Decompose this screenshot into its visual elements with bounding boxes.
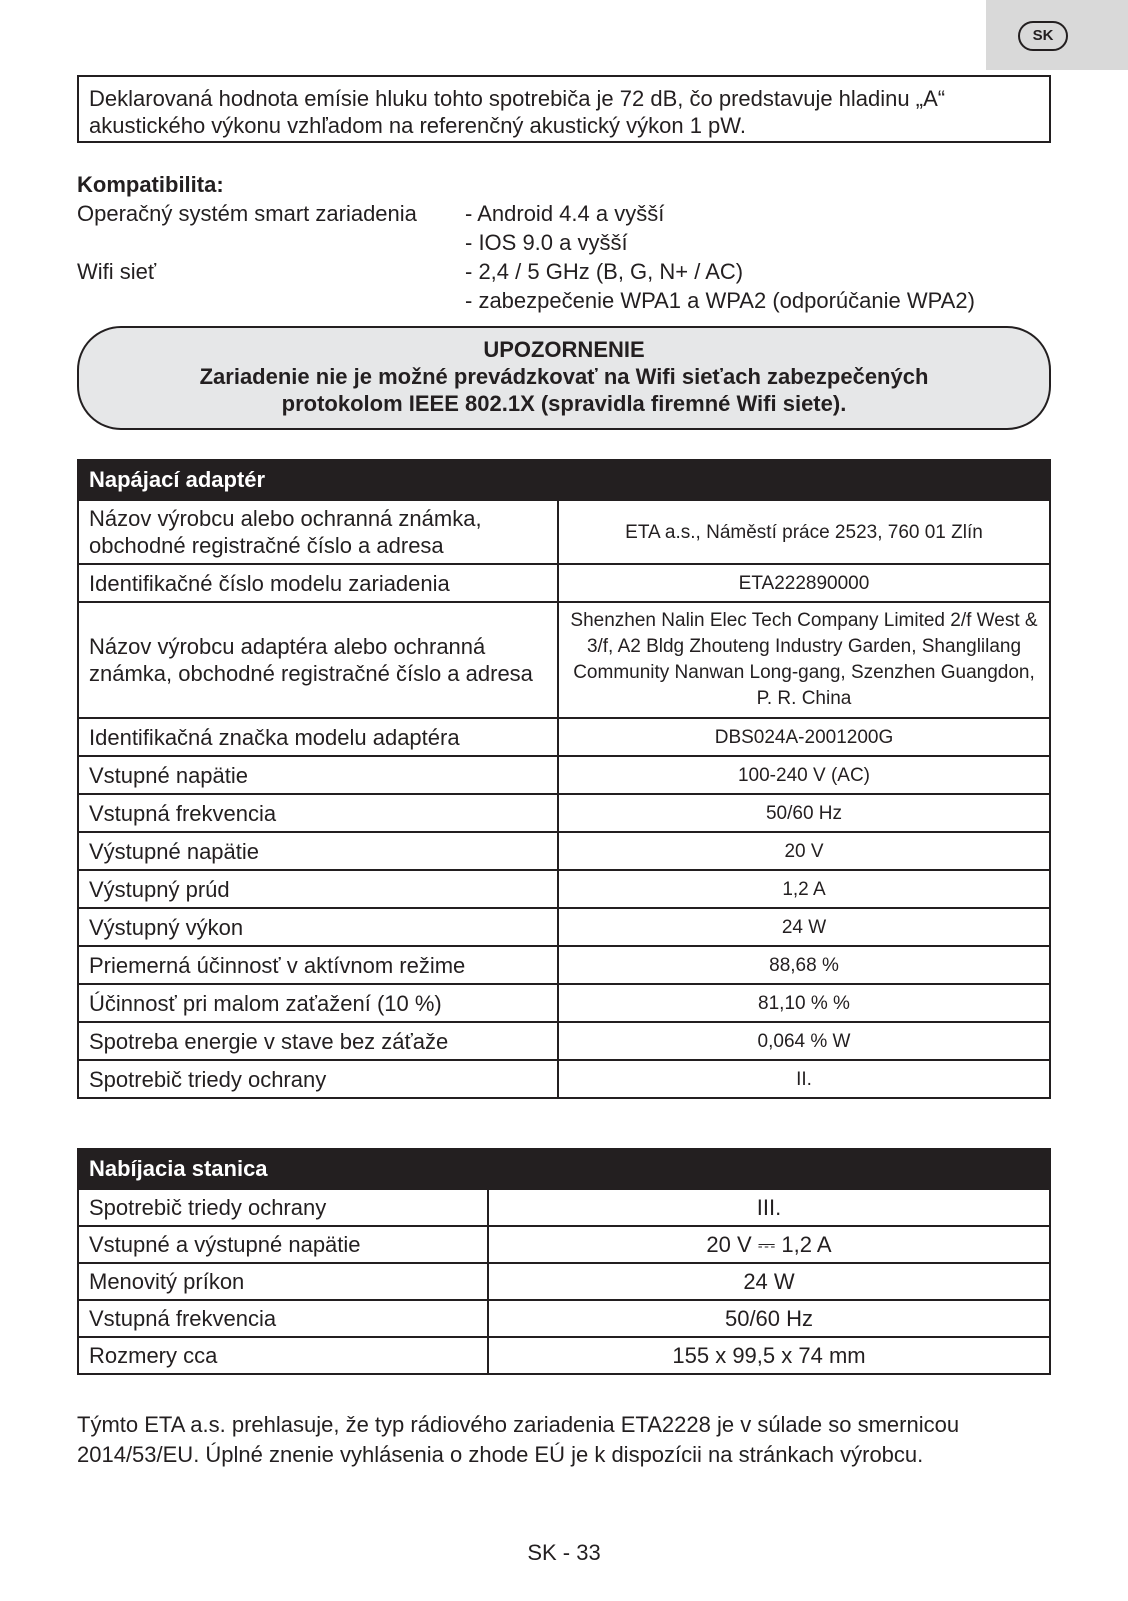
table-header: Nabíjacia stanica: [78, 1149, 1050, 1189]
page-number: SK - 33: [527, 1540, 601, 1565]
compatibility-row: [77, 286, 1057, 315]
warning-title: UPOZORNENIE: [483, 337, 645, 362]
compatibility-value: - zabezpečenie WPA1 a WPA2 (odporúčanie WPA2): [465, 288, 975, 313]
row-value: 88,68 %: [558, 946, 1050, 984]
table-row: [78, 1226, 1050, 1263]
row-label: Účinnosť pri malom zaťažení (10 %): [78, 984, 558, 1022]
row-label: Výstupný výkon: [78, 908, 558, 946]
row-label: Vstupné napätie: [78, 756, 558, 794]
compatibility-value: - Android 4.4 a vyšší: [465, 201, 665, 226]
row-label: Názov výrobcu adaptéra alebo ochranná známka, obchodné registračné číslo a adresa: [78, 602, 558, 718]
row-label: Identifikačné číslo modelu zariadenia: [78, 564, 558, 602]
warning-line: protokolom IEEE 802.1X (spravidla firemné Wifi siete).: [281, 391, 847, 416]
table-row: [78, 1060, 1050, 1098]
charging-station-table: [77, 1148, 1051, 1375]
row-value: 1,2 A: [558, 870, 1050, 908]
table-row: [78, 1300, 1050, 1337]
row-value: 0,064 % W: [558, 1022, 1050, 1060]
row-value: 20 V: [558, 832, 1050, 870]
table-row: [78, 870, 1050, 908]
row-label: Výstupné napätie: [78, 832, 558, 870]
row-label: Menovitý príkon: [78, 1263, 488, 1300]
row-label: Názov výrobcu alebo ochranná známka, obchodné registračné číslo a adresa: [78, 500, 558, 564]
table-row: [78, 946, 1050, 984]
row-value: III.: [488, 1189, 1050, 1226]
table-header-row: [78, 1149, 1050, 1189]
row-label: Spotreba energie v stave bez záťaže: [78, 1022, 558, 1060]
compatibility-value: - 2,4 / 5 GHz (B, G, N+ / AC): [465, 259, 744, 284]
row-value: 81,10 % %: [558, 984, 1050, 1022]
row-value: II.: [558, 1060, 1050, 1098]
compatibility-value: - IOS 9.0 a vyšší: [465, 230, 628, 255]
table-row: [78, 1022, 1050, 1060]
table-row: [78, 756, 1050, 794]
table-row: [78, 1263, 1050, 1300]
table-row: [78, 1337, 1050, 1374]
compatibility-row: [77, 257, 1057, 286]
row-value: 24 W: [488, 1263, 1050, 1300]
compatibility-label: Wifi sieť: [77, 259, 157, 284]
row-label: Vstupná frekvencia: [78, 1300, 488, 1337]
table-row: [78, 500, 1050, 564]
power-adapter-table: [77, 459, 1051, 1099]
row-value: 50/60 Hz: [558, 794, 1050, 832]
row-label: Rozmery cca: [78, 1337, 488, 1374]
compatibility-title: Kompatibilita:: [77, 172, 224, 197]
language-tab: [986, 0, 1128, 70]
compatibility-label: Operačný systém smart zariadenia: [77, 201, 417, 226]
row-value: 20 V ⎓ 1,2 A: [488, 1226, 1050, 1263]
compatibility-row: [77, 228, 1057, 257]
table-row: [78, 908, 1050, 946]
row-label: Identifikačná značka modelu adaptéra: [78, 718, 558, 756]
warning-line: Zariadenie nie je možné prevádzkovať na Wifi sieťach zabezpečených: [199, 364, 929, 389]
row-label: Výstupný prúd: [78, 870, 558, 908]
warning-box: [77, 326, 1051, 430]
row-value: DBS024A-2001200G: [558, 718, 1050, 756]
compatibility-row: [77, 199, 1057, 228]
row-label: Vstupná frekvencia: [78, 794, 558, 832]
row-value: 100-240 V (AC): [558, 756, 1050, 794]
table-header: Napájací adaptér: [78, 460, 1050, 500]
row-value: Shenzhen Nalin Elec Tech Company Limited 2/f West & 3/f, A2 Bldg Zhouteng Industry Garden, Shanglilang Community Nanwan Long-gang, Szenzhen Guangdon, P. R. China: [558, 602, 1050, 718]
row-value: ETA a.s., Náměstí práce 2523, 760 01 Zlín: [558, 500, 1050, 564]
conformity-declaration: Týmto ETA a.s. prehlasuje, že typ rádiového zariadenia ETA2228 je v súlade so smernicou 2014/53/EU. Úplné znenie vyhlásenia o zhode EÚ je k dispozícii na stránkach výrobcu.: [77, 1412, 960, 1467]
row-value: 50/60 Hz: [488, 1300, 1050, 1337]
table-row: [78, 602, 1050, 718]
table-row: [78, 718, 1050, 756]
compatibility-section: [77, 170, 1057, 315]
table-row: [78, 564, 1050, 602]
compatibility-label: [77, 228, 465, 257]
row-label: Spotrebič triedy ochrany: [78, 1060, 558, 1098]
language-badge: SK: [1018, 21, 1068, 51]
noise-emission-notice: Deklarovaná hodnota emísie hluku tohto spotrebiča je 72 dB, čo predstavuje hladinu „A“ akustického výkonu vzhľadom na referenčný akustický výkon 1 pW.: [77, 75, 1051, 143]
compatibility-label: [77, 286, 465, 315]
table-row: [78, 832, 1050, 870]
row-value: 24 W: [558, 908, 1050, 946]
table-row: [78, 1189, 1050, 1226]
table-row: [78, 794, 1050, 832]
row-label: Priemerná účinnosť v aktívnom režime: [78, 946, 558, 984]
table-row: [78, 984, 1050, 1022]
row-label: Vstupné a výstupné napätie: [78, 1226, 488, 1263]
table-header-row: [78, 460, 1050, 500]
row-value: ETA222890000: [558, 564, 1050, 602]
row-value: 155 x 99,5 x 74 mm: [488, 1337, 1050, 1374]
row-label: Spotrebič triedy ochrany: [78, 1189, 488, 1226]
